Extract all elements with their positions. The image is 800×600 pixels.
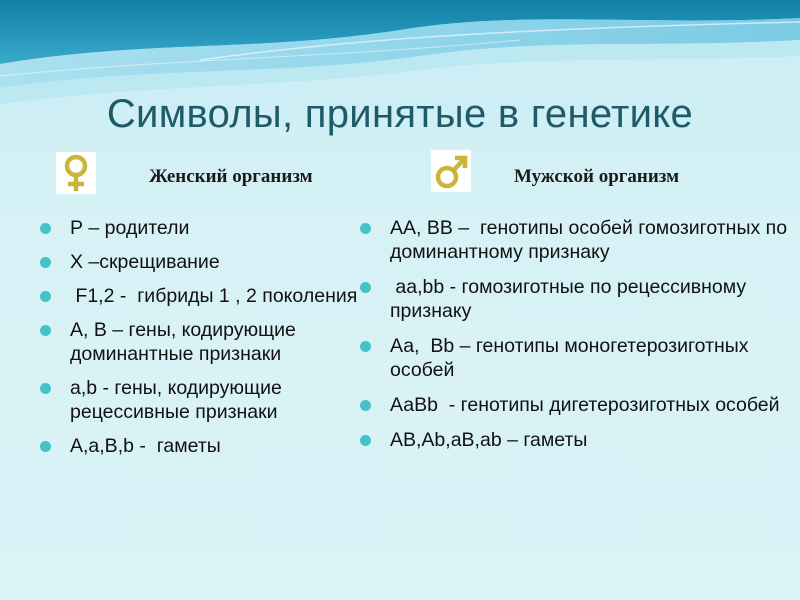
male-symbols-list: [360, 216, 793, 463]
list-item: [40, 318, 370, 366]
slide-title: Символы, принятые в генетике: [106, 92, 694, 136]
list-item: [40, 250, 370, 274]
list-item: [360, 216, 793, 264]
list-item-text: АаВb - генотипы дигетерозиготных особей: [390, 394, 780, 416]
list-item-text: АВ,Аb,аВ,аb – гаметы: [390, 429, 588, 451]
male-organism-header: Мужской организм: [514, 166, 680, 187]
list-item: [360, 334, 790, 382]
list-item-text: аа,bb - гомозиготные по рецессивному признаку: [390, 276, 752, 322]
bullet-icon: [360, 400, 371, 411]
list-item: [40, 284, 370, 308]
list-item: [360, 275, 790, 323]
male-symbol-icon: [431, 150, 471, 192]
list-item-text: F1,2 - гибриды 1 , 2 поколения: [70, 285, 358, 307]
list-item-text: А,а,В,b - гаметы: [70, 435, 221, 457]
list-item: [40, 434, 370, 458]
bullet-icon: [40, 325, 51, 336]
list-item-text: Р – родители: [70, 217, 190, 239]
list-item: [40, 376, 370, 424]
list-item-text: а,b - гены, кодирующие рецессивные признаки: [70, 377, 288, 423]
list-item-text: Аа, Вb – генотипы моногетерозиготных особей: [390, 335, 754, 381]
female-organism-header: Женский организм: [149, 166, 313, 187]
list-item: [360, 428, 790, 452]
bullet-icon: [40, 223, 51, 234]
female-symbol-icon: [56, 152, 96, 194]
bullet-icon: [40, 257, 51, 268]
bullet-icon: [40, 383, 51, 394]
bullet-icon: [360, 282, 371, 293]
bullet-icon: [40, 291, 51, 302]
bullet-icon: [40, 441, 51, 452]
female-symbols-list: [40, 216, 370, 468]
list-item: [360, 393, 790, 417]
bullet-icon: [360, 435, 371, 446]
bullet-icon: [360, 341, 371, 352]
list-item: [40, 216, 370, 240]
bullet-icon: [360, 223, 371, 234]
list-item-text: А, В – гены, кодирующие доминантные признаки: [70, 319, 302, 365]
list-item-text: АА, ВВ – генотипы особей гомозиготных по доминантному признаку: [390, 217, 793, 263]
list-item-text: Х –скрещивание: [70, 251, 220, 273]
